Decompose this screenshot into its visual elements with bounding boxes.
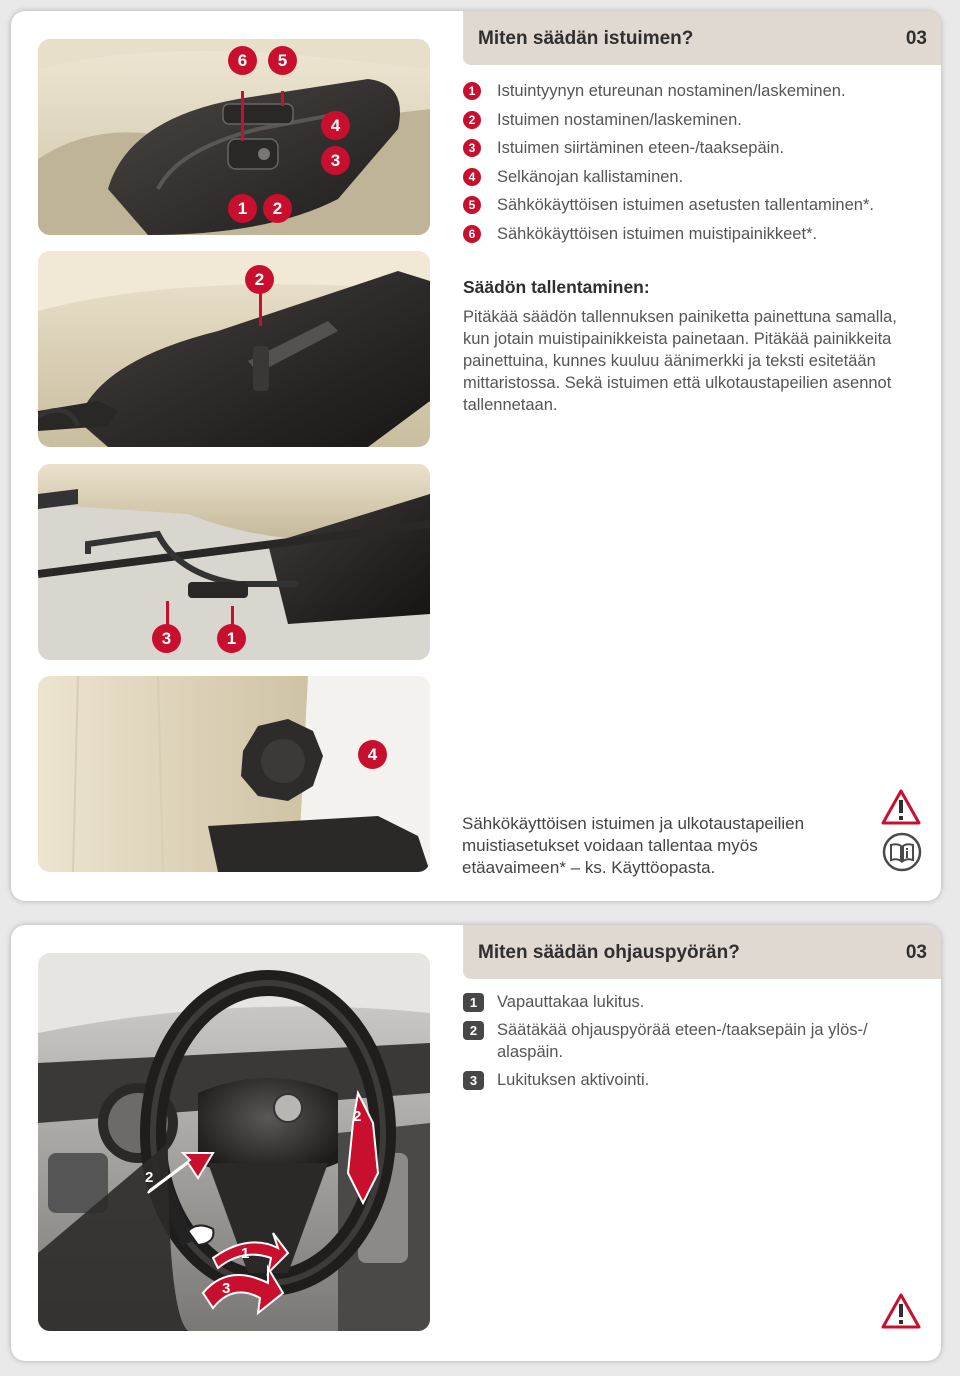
save-settings-heading: Säädön tallentaminen:	[463, 277, 650, 297]
callout-1: 1	[228, 194, 257, 223]
seat-title-bar	[463, 11, 941, 65]
callout-2: 2	[245, 265, 274, 294]
seat-instructions-list	[463, 77, 874, 248]
save-settings-text: Pitäkää säädön tallennuksen painiketta painettuna samalla, kun jotain muistipainikkeista painetaan. Pitäkää painikkeita painettuina, kunnes kuuluu äänimerkki ja teksti esitetään mittaristossa. Sekä istuimen että ulkotaustapeilien asennot tallennetaan.	[463, 308, 897, 414]
callout-5: 5	[268, 46, 297, 75]
list-item: 5 Sähkökäyttöisen istuimen asetusten tallentaminen*.	[463, 191, 874, 220]
callout-4: 4	[358, 740, 387, 769]
callout-1: 1	[217, 624, 246, 653]
list-item: 2 Säätäkää ohjauspyörää eteen-/taaksepäin ja ylös-/ alaspäin.	[463, 1019, 923, 1063]
list-item: 1 Vapauttakaa lukitus.	[463, 991, 923, 1013]
page-title: Miten säädän istuimen?	[478, 28, 694, 49]
list-item: 3 Istuimen siirtäminen eteen-/taaksepäin.	[463, 134, 874, 163]
list-item: 3 Lukituksen aktivointi.	[463, 1069, 923, 1091]
arrow-label-1: 1	[241, 1245, 250, 1262]
steering-wheel-photo	[38, 953, 430, 1331]
callout-2: 2	[263, 194, 292, 223]
warning-triangle-icon	[881, 1293, 921, 1329]
chapter-number: 03	[905, 28, 927, 49]
steering-wheel-page	[11, 925, 941, 1361]
warning-triangle-icon	[881, 789, 921, 825]
backrest-knob-photo	[38, 676, 430, 872]
chapter-number: 03	[905, 942, 927, 963]
list-item: 2 Istuimen nostaminen/laskeminen.	[463, 106, 874, 135]
callout-4: 4	[321, 111, 350, 140]
callout-6: 6	[228, 46, 257, 75]
list-item: 1 Istuintyynyn etureunan nostaminen/laskeminen.	[463, 77, 874, 106]
arrow-label-2: 2	[145, 1169, 154, 1186]
seat-adjust-page	[11, 11, 941, 901]
seat-height-lever-photo	[38, 251, 430, 447]
owners-manual-book-icon	[882, 832, 922, 872]
callout-3: 3	[152, 624, 181, 653]
wheel-instructions-list	[463, 991, 923, 1091]
list-item: 4 Selkänojan kallistaminen.	[463, 163, 874, 192]
arrow-label-2: 2	[353, 1108, 362, 1125]
wheel-title-bar	[463, 925, 941, 979]
callout-3: 3	[321, 146, 350, 175]
list-item: 6 Sähkökäyttöisen istuimen muistipainikkeet*.	[463, 220, 874, 249]
page-title: Miten säädän ohjauspyörän?	[478, 942, 740, 963]
remote-key-note: Sähkökäyttöisen istuimen ja ulkotaustapeilien muistiasetukset voidaan tallentaa myös etäavaimeen* – ks. Käyttöopasta.	[462, 814, 805, 877]
arrow-label-3: 3	[222, 1280, 231, 1297]
